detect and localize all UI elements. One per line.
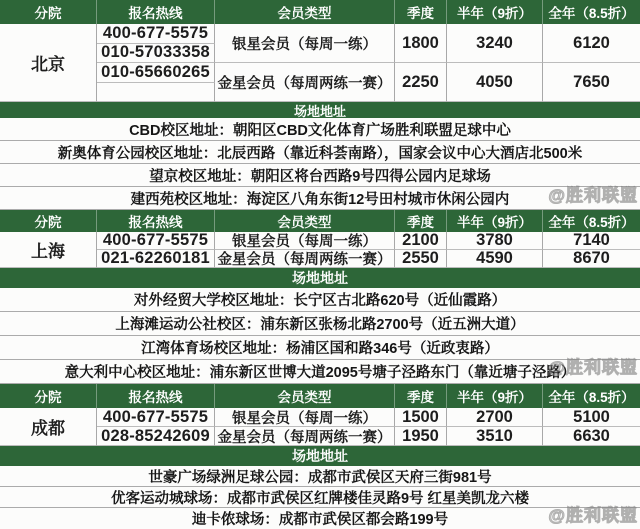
hotline-number: 400-677-5575 — [97, 24, 215, 44]
price-full-year: 5100 — [543, 408, 640, 427]
col-header-half-year: 半年（9折） — [447, 384, 543, 408]
col-header-member-type: 会员类型 — [215, 384, 395, 408]
member-type: 银星会员（每周一练） — [215, 232, 395, 250]
venue-address-row: 上海滩运动公社校区：浦东新区张杨北路2700号（近五洲大道） — [0, 312, 640, 336]
col-header-hotline: 报名热线 — [97, 210, 215, 232]
price-quarter: 1950 — [395, 427, 447, 446]
venue-address-header: 场地地址 — [0, 102, 640, 118]
venue-address-row: 江湾体育场校区地址：杨浦区国和路346号（近政衷路） — [0, 336, 640, 360]
price-full-year: 7140 — [543, 232, 640, 250]
member-type: 金星会员（每周两练一赛） — [215, 427, 395, 446]
member-type: 金星会员（每周两练一赛） — [215, 250, 395, 268]
col-header-quarter: 季度 — [395, 210, 447, 232]
col-header-branch: 分院 — [0, 384, 97, 408]
col-header-quarter: 季度 — [395, 384, 447, 408]
col-header-quarter: 季度 — [395, 0, 447, 24]
price-full-year: 6630 — [543, 427, 640, 446]
price-full-year: 7650 — [543, 63, 640, 102]
price-quarter: 2550 — [395, 250, 447, 268]
col-header-member-type: 会员类型 — [215, 0, 395, 24]
venue-address-row: 迪卡侬球场：成都市武侯区都会路199号 — [0, 508, 640, 529]
price-half-year: 2700 — [447, 408, 543, 427]
hotline-number: 400-677-5575 — [97, 408, 215, 427]
member-type: 银星会员（每周一练） — [215, 24, 395, 63]
col-header-full-year: 全年（8.5折） — [543, 0, 640, 24]
col-header-branch: 分院 — [0, 210, 97, 232]
price-quarter: 2100 — [395, 232, 447, 250]
col-header-half-year: 半年（9折） — [447, 210, 543, 232]
venue-address-header: 场地地址 — [0, 446, 640, 466]
venue-address-row: 意大利中心校区地址：浦东新区世博大道2095号塘子泾路东门（靠近塘子泾路） — [0, 360, 640, 384]
col-header-hotline: 报名热线 — [97, 384, 215, 408]
hotline-number-empty — [97, 83, 215, 103]
hotline-number: 021-62260181 — [97, 250, 215, 268]
venue-address-row: 对外经贸大学校区地址：长宁区古北路620号（近仙霞路） — [0, 288, 640, 312]
price-half-year: 3240 — [447, 24, 543, 63]
branch-name: 北京 — [0, 24, 97, 102]
price-quarter: 1800 — [395, 24, 447, 63]
member-type: 金星会员（每周两练一赛） — [215, 63, 395, 102]
hotline-number: 010-57033358 — [97, 44, 215, 64]
price-half-year: 3780 — [447, 232, 543, 250]
price-table-beijing — [0, 0, 640, 102]
price-table-chengdu — [0, 384, 640, 446]
price-half-year: 4050 — [447, 63, 543, 102]
venue-address-row: 世豪广场绿洲足球公园：成都市武侯区天府三街981号 — [0, 466, 640, 487]
venue-address-row: 建西苑校区地址：海淀区八角东街12号田村城市休闲公园内 — [0, 187, 640, 210]
venue-address-row: CBD校区地址：朝阳区CBD文化体育广场胜利联盟足球中心 — [0, 118, 640, 141]
col-header-full-year: 全年（8.5折） — [543, 384, 640, 408]
hotline-number: 400-677-5575 — [97, 232, 215, 250]
col-header-hotline: 报名热线 — [97, 0, 215, 24]
hotline-number: 028-85242609 — [97, 427, 215, 446]
col-header-full-year: 全年（8.5折） — [543, 210, 640, 232]
venue-address-header: 场地地址 — [0, 268, 640, 288]
hotline-number: 010-65660265 — [97, 63, 215, 83]
venue-address-row: 新奥体育公园校区地址：北辰西路（靠近科荟南路），国家会议中心大酒店北500米 — [0, 141, 640, 164]
branch-name: 上海 — [0, 232, 97, 268]
branch-name: 成都 — [0, 408, 97, 446]
member-type: 银星会员（每周一练） — [215, 408, 395, 427]
venue-address-row: 优客运动城球场：成都市武侯区红牌楼佳灵路9号 红星美凯龙六楼 — [0, 487, 640, 508]
col-header-member-type: 会员类型 — [215, 210, 395, 232]
price-quarter: 1500 — [395, 408, 447, 427]
price-half-year: 4590 — [447, 250, 543, 268]
price-full-year: 6120 — [543, 24, 640, 63]
price-table-shanghai — [0, 210, 640, 268]
col-header-half-year: 半年（9折） — [447, 0, 543, 24]
venue-address-row: 望京校区地址：朝阳区将台西路9号四得公园内足球场 — [0, 164, 640, 187]
price-half-year: 3510 — [447, 427, 543, 446]
price-quarter: 2250 — [395, 63, 447, 102]
price-full-year: 8670 — [543, 250, 640, 268]
col-header-branch: 分院 — [0, 0, 97, 24]
